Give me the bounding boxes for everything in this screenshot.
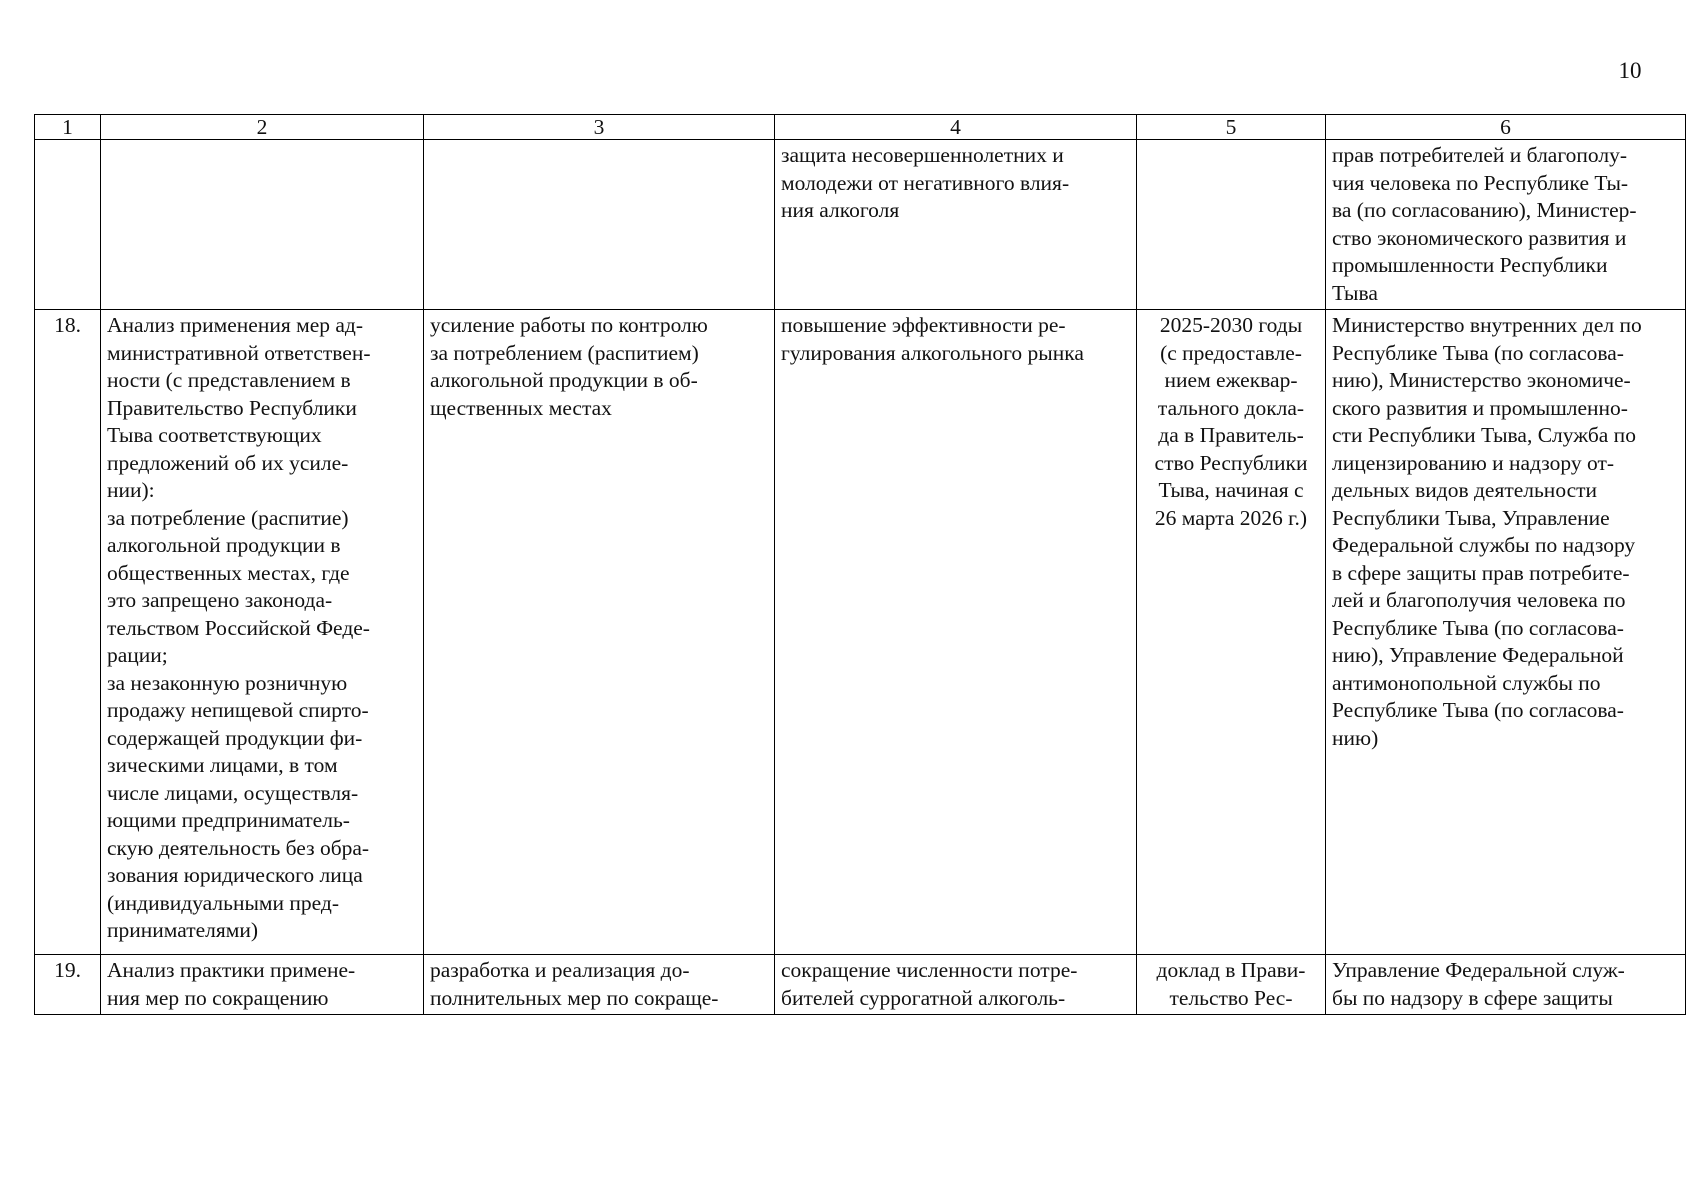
table-row bbox=[35, 955, 1686, 1015]
page-number: 10 bbox=[1618, 58, 1642, 83]
action-cell: разработка и реализация до- полнительных мер по сокраще- bbox=[424, 955, 775, 1015]
column-header: 3 bbox=[424, 115, 775, 140]
measure-cell: Анализ применения мер ад- министративной ответствен- ности (с представлением в Правительство Республики Тыва соответствующих предложений об их усиле- нии): за потребление (распитие) алкогольной продукции в общественных местах, где это запрещено законода- тельством Российской Феде- рации; за незаконную розничную продажу непищевой спирто- содержащей продукции фи- зическими лицами, в том числе лицами, осуществля- ющими предприниматель- скую деятельность без обра- зования юридического лица (индивидуальными пред- принимателями) bbox=[101, 310, 424, 955]
table-header-row bbox=[35, 115, 1686, 140]
result-cell: повышение эффективности ре- гулирования алкогольного рынка bbox=[775, 310, 1137, 955]
table-row bbox=[35, 310, 1686, 955]
column-header: 1 bbox=[35, 115, 101, 140]
term-cell: 2025-2030 годы (с предоставле- нием ежеквар- тального докла- да в Правитель- ство Республики Тыва, начиная с 26 марта 2026 г.) bbox=[1137, 310, 1326, 955]
row-number: 18. bbox=[35, 310, 101, 955]
column-header: 4 bbox=[775, 115, 1137, 140]
result-cell: сокращение численности потре- бителей суррогатной алкоголь- bbox=[775, 955, 1137, 1015]
action-cell bbox=[424, 140, 775, 310]
executors-cell: прав потребителей и благополу- чия человека по Республике Ты- ва (по согласованию), Министер- ство экономического развития и промышленности Республики Тыва bbox=[1326, 140, 1686, 310]
term-cell: доклад в Прави- тельство Рес- bbox=[1137, 955, 1326, 1015]
executors-cell: Управление Федеральной служ- бы по надзору в сфере защиты bbox=[1326, 955, 1686, 1015]
executors-cell: Министерство внутренних дел по Республике Тыва (по согласова- нию), Министерство экономиче- ского развития и промышленно- сти Республики Тыва, Служба по лицензированию и надзору от- дельных видов деятельности Республики Тыва, Управление Федеральной службы по надзору в сфере защиты прав потребите- лей и благополучия человека по Республике Тыва (по согласова- нию), Управление Федеральной антимонопольной службы по Республике Тыва (по согласова- нию) bbox=[1326, 310, 1686, 955]
measure-cell bbox=[101, 140, 424, 310]
column-header: 5 bbox=[1137, 115, 1326, 140]
measures-table bbox=[34, 114, 1686, 1015]
row-number bbox=[35, 140, 101, 310]
result-cell: защита несовершеннолетних и молодежи от негативного влия- ния алкоголя bbox=[775, 140, 1137, 310]
column-header: 6 bbox=[1326, 115, 1686, 140]
column-header: 2 bbox=[101, 115, 424, 140]
action-cell: усиление работы по контролю за потреблением (распитием) алкогольной продукции в об- щественных местах bbox=[424, 310, 775, 955]
table-row bbox=[35, 140, 1686, 310]
row-number: 19. bbox=[35, 955, 101, 1015]
measure-cell: Анализ практики примене- ния мер по сокращению bbox=[101, 955, 424, 1015]
term-cell bbox=[1137, 140, 1326, 310]
